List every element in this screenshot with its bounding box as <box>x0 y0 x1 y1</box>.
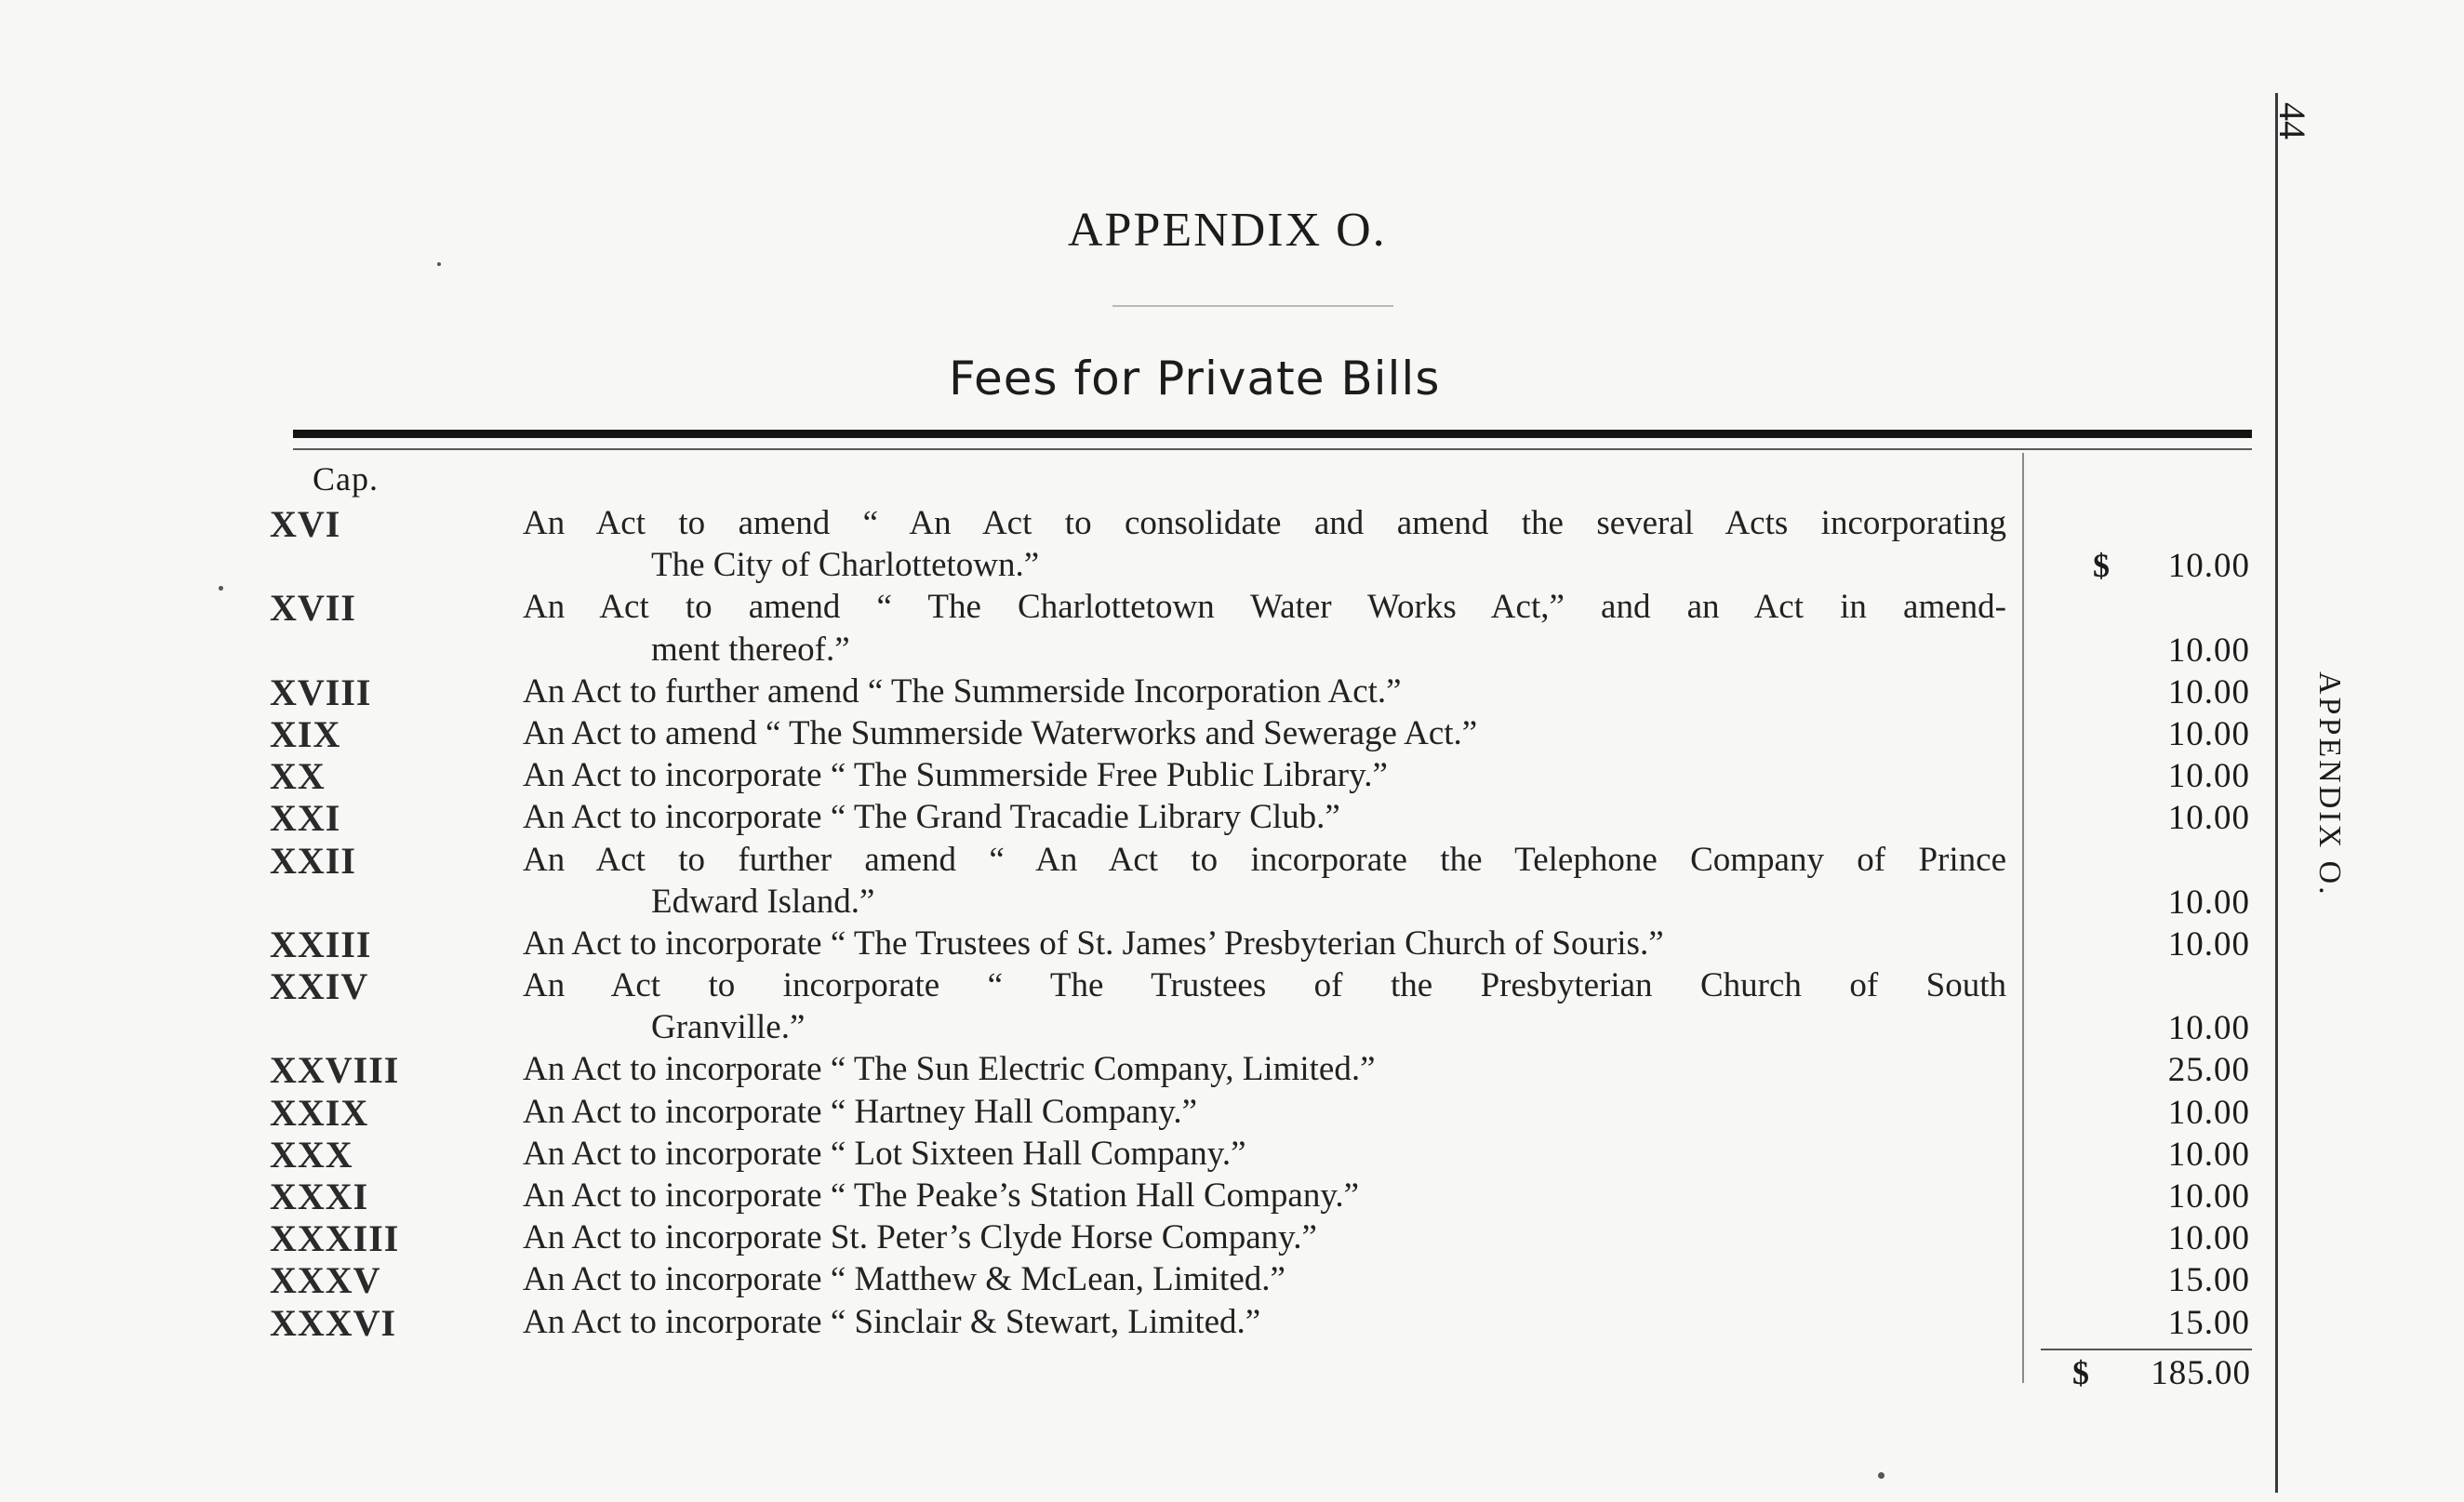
bill-row <box>0 923 2270 964</box>
fee-amount: 15.00 <box>2167 1303 2250 1342</box>
cap-numeral: XXI <box>270 797 341 840</box>
bill-row <box>0 712 2270 754</box>
bill-title: An Act to incorporate St. Peter’s Clyde Horse Company.” <box>523 1218 1317 1257</box>
bill-row <box>0 1301 2270 1343</box>
cap-numeral: XXXVI <box>270 1301 397 1344</box>
cap-column-label: Cap. <box>313 460 379 498</box>
cap-numeral: XXXIII <box>270 1217 400 1260</box>
cap-numeral: XVIII <box>270 671 372 713</box>
table-top-thin-rule <box>293 448 2252 450</box>
fee-amount: 10.00 <box>2167 757 2250 796</box>
cap-numeral: XVI <box>270 503 341 545</box>
bill-row <box>0 586 2270 670</box>
paper-speck <box>219 586 223 591</box>
heading-divider <box>1112 305 1393 307</box>
bill-row <box>0 1091 2270 1133</box>
bill-line <box>0 1006 2270 1048</box>
bill-row <box>0 1048 2270 1090</box>
bill-line <box>0 671 2270 712</box>
total-rule <box>2041 1349 2252 1350</box>
bill-title: An Act to further amend “ The Summerside Incorporation Act.” <box>523 671 1402 711</box>
bill-line <box>0 1133 2270 1175</box>
bill-row <box>0 839 2270 923</box>
cap-numeral: XXXV <box>270 1259 381 1302</box>
bill-line <box>0 796 2270 838</box>
paper-speck <box>437 262 441 266</box>
bill-title: An Act to further amend “ An Act to incorporate the Telephone Company of Prince <box>523 840 2006 879</box>
bill-line <box>0 1175 2270 1216</box>
bill-line <box>0 502 2270 544</box>
total-row <box>0 1353 2270 1395</box>
bill-title: An Act to incorporate “ The Peake’s Station Hall Company.” <box>523 1176 1360 1215</box>
bill-row <box>0 796 2270 838</box>
bill-title: An Act to incorporate “ Hartney Hall Company.” <box>523 1092 1198 1131</box>
bill-line <box>0 1091 2270 1133</box>
fee-amount: 10.00 <box>2167 1093 2250 1132</box>
fee-amount: 10.00 <box>2167 547 2250 586</box>
bill-line <box>0 964 2270 1006</box>
bill-line <box>0 923 2270 964</box>
bill-title: An Act to amend “ The Charlottetown Water Works Act,” and an Act in amend- <box>523 588 2006 627</box>
bill-line <box>0 839 2270 881</box>
bill-line <box>0 1301 2270 1343</box>
fee-amount: 10.00 <box>2167 714 2250 753</box>
bill-row <box>0 1175 2270 1216</box>
cap-numeral: XXIX <box>270 1091 369 1134</box>
bill-line <box>0 1216 2270 1258</box>
fee-amount: 25.00 <box>2167 1051 2250 1090</box>
bill-row <box>0 671 2270 712</box>
page-title: Fees for Private Bills <box>949 352 1441 405</box>
bill-line <box>0 586 2270 628</box>
bill-row <box>0 1258 2270 1300</box>
bill-title: An Act to incorporate “ Matthew & McLean, Limited.” <box>523 1260 1285 1299</box>
cap-numeral: XIX <box>270 712 341 755</box>
bill-line <box>0 544 2270 586</box>
cap-numeral: XXIV <box>270 965 369 1008</box>
bill-row <box>0 502 2270 586</box>
cap-numeral: XX <box>270 755 326 798</box>
fee-amount: 10.00 <box>2167 1135 2250 1174</box>
bill-line <box>0 712 2270 754</box>
bill-line <box>0 1258 2270 1300</box>
cap-numeral: XXIII <box>270 923 372 965</box>
bill-row <box>0 964 2270 1048</box>
page-number: 44 <box>2271 102 2313 140</box>
cap-numeral: XVII <box>270 587 356 630</box>
bill-title: An Act to amend “ An Act to consolidate and amend the several Acts incorporating <box>523 504 2006 542</box>
bill-row <box>0 1133 2270 1175</box>
bill-title: An Act to amend “ The Summerside Waterworks and Sewerage Act.” <box>523 713 1478 752</box>
page-edge-rule <box>2275 93 2278 1493</box>
bill-line <box>0 629 2270 671</box>
fee-amount: 10.00 <box>2167 883 2250 922</box>
fee-amount: 10.00 <box>2167 799 2250 838</box>
fee-amount: 10.00 <box>2167 631 2250 670</box>
bill-title: An Act to incorporate “ Sinclair & Stewart, Limited.” <box>523 1302 1261 1341</box>
total-amount: 185.00 <box>2151 1354 2251 1392</box>
fee-amount: 10.00 <box>2167 1009 2250 1048</box>
bill-line <box>0 1048 2270 1090</box>
bill-list <box>0 502 2270 1343</box>
running-head: APPENDIX O. <box>2312 671 2347 897</box>
cap-numeral: XXVIII <box>270 1049 400 1092</box>
cap-numeral: XXX <box>270 1133 353 1176</box>
fee-amount: 10.00 <box>2167 1219 2250 1258</box>
bill-title-continuation: The City of Charlottetown.” <box>651 546 1040 585</box>
bill-line <box>0 881 2270 923</box>
bill-title: An Act to incorporate “ The Grand Tracadie Library Club.” <box>523 798 1340 837</box>
bill-row <box>0 1216 2270 1258</box>
bill-title: An Act to incorporate “ The Trustees of the Presbyterian Church of South <box>523 966 2006 1005</box>
table-top-thick-rule <box>293 430 2252 438</box>
currency-symbol: $ <box>2093 547 2110 585</box>
bill-title: An Act to incorporate “ The Sun Electric Company, Limited.” <box>523 1050 1376 1089</box>
bill-title: An Act to incorporate “ Lot Sixteen Hall Company.” <box>523 1134 1246 1173</box>
bill-title-continuation: Edward Island.” <box>651 882 875 921</box>
appendix-heading: APPENDIX O. <box>1068 204 1387 257</box>
bill-title: An Act to incorporate “ The Trustees of St. James’ Presbyterian Church of Souris.” <box>523 924 1664 963</box>
total-currency-symbol: $ <box>2072 1354 2089 1391</box>
bill-row <box>0 754 2270 796</box>
bill-title-continuation: ment thereof.” <box>651 630 850 669</box>
bill-title: An Act to incorporate “ The Summerside Free Public Library.” <box>523 756 1388 795</box>
bill-line <box>0 754 2270 796</box>
fee-amount: 10.00 <box>2167 924 2250 964</box>
paper-speck <box>1878 1472 1885 1479</box>
cap-numeral: XXXI <box>270 1176 369 1217</box>
cap-numeral: XXII <box>270 839 356 882</box>
fee-amount: 10.00 <box>2167 672 2250 711</box>
fee-amount: 10.00 <box>2167 1177 2250 1216</box>
fee-amount: 15.00 <box>2167 1261 2250 1300</box>
bill-title-continuation: Granville.” <box>651 1008 806 1047</box>
